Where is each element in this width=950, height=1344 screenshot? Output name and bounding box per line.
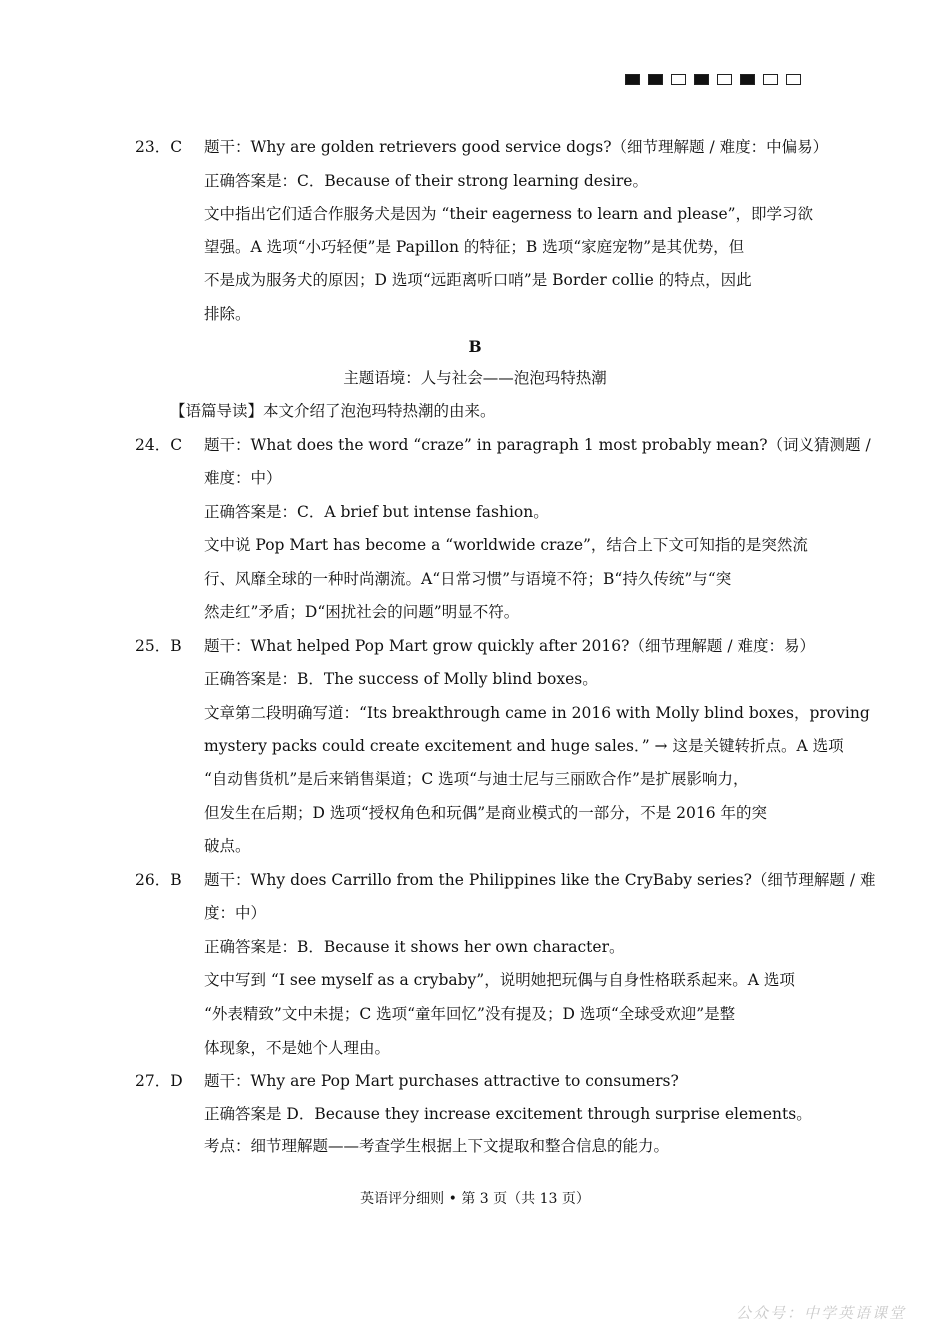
q25-explanation-line: 但发生在后期；D 选项“授权角色和玩偶”是商业模式的一部分，不是 2016 年的突 [204,804,768,822]
watermark: 公众号：中学英语课堂 [735,1304,906,1322]
section-intro: 【语篇导读】本文介绍了泡泡玛特热潮的由来。 [170,402,496,420]
progress-square [786,74,801,85]
q24-stem: 题干：What does the word “craze” in paragraph 1 most probably mean?（词义猜测题 / [204,436,871,454]
q26-explanation-line: “外表精致”文中未提；C 选项“童年回忆”没有提及；D 选项“全球受欢迎”是整 [204,1005,736,1023]
progress-square [625,74,640,85]
q24-explanation-line: 然走红”矛盾；D“困扰社会的问题”明显不符。 [204,603,520,621]
progress-square [740,74,755,85]
question-number-25: 25．B [135,637,182,655]
page-footer: 英语评分细则 • 第 3 页（共 13 页） [360,1191,590,1207]
q26-explanation-line: 体现象，不是她个人理由。 [204,1039,391,1057]
question-number-26: 26．B [135,871,182,889]
q25-answer: 正确答案是：B．The success of Molly blind boxes。 [204,670,598,688]
progress-square [648,74,663,85]
header-progress-squares [625,74,801,85]
q24-stem-cont: 难度：中） [204,469,282,487]
question-number-27: 27．D [135,1072,183,1090]
progress-square [694,74,709,85]
q23-explanation-line: 文中指出它们适合作服务犬是因为 “their eagerness to learn and please”，即学习欲 [204,205,814,223]
q23-explanation-line: 排除。 [204,305,251,323]
question-number-23: 23．C [135,138,183,156]
q23-explanation-line: 望强。A 选项“小巧轻便”是 Papillon 的特征；B 选项“家庭宠物”是其优势，但 [204,238,745,256]
q25-explanation-line: 破点。 [204,837,251,855]
q27-point: 考点：细节理解题——考查学生根据上下文提取和整合信息的能力。 [204,1137,670,1155]
q25-explanation-line: 文章第二段明确写道：“Its breakthrough came in 2016 with Molly blind boxes，proving [204,704,870,722]
q26-answer: 正确答案是：B．Because it shows her own character。 [204,938,625,956]
q23-stem: 题干：Why are golden retrievers good service dogs?（细节理解题 / 难度：中偏易） [204,138,829,156]
q26-explanation-line: 文中写到 “I see myself as a crybaby”，说明她把玩偶与自身性格联系起来。A 选项 [204,971,795,989]
progress-square [671,74,686,85]
q24-answer: 正确答案是：C．A brief but intense fashion。 [204,503,549,521]
section-letter: B [468,337,482,356]
q26-stem: 题干：Why does Carrillo from the Philippines like the CryBaby series?（细节理解题 / 难 [204,871,876,889]
progress-square [763,74,778,85]
q26-stem-cont: 度：中） [204,904,267,922]
q27-stem: 题干：Why are Pop Mart purchases attractive to consumers? [204,1072,679,1090]
question-number-24: 24．C [135,436,183,454]
q23-answer: 正确答案是：C．Because of their strong learning desire。 [204,172,648,190]
section-theme: 主题语境：人与社会——泡泡玛特热潮 [343,369,607,387]
q25-stem: 题干：What helped Pop Mart grow quickly after 2016?（细节理解题 / 难度：易） [204,637,816,655]
q25-explanation-line: “自动售货机”是后来销售渠道；C 选项“与迪士尼与三丽欧合作”是扩展影响力， [204,770,749,788]
q25-explanation-line: mystery packs could create excitement and huge sales．” → 这是关键转折点。A 选项 [204,737,844,755]
q27-answer: 正确答案是 D．Because they increase excitement through surprise elements。 [204,1105,812,1123]
q24-explanation-line: 行、风靡全球的一种时尚潮流。A“日常习惯”与语境不符；B“持久传统”与“突 [204,570,732,588]
q23-explanation-line: 不是成为服务犬的原因；D 选项“远距离听口哨”是 Border collie 的特点，因此 [204,271,752,289]
q24-explanation-line: 文中说 Pop Mart has become a “worldwide craze”，结合上下文可知指的是突然流 [204,536,808,554]
progress-square [717,74,732,85]
